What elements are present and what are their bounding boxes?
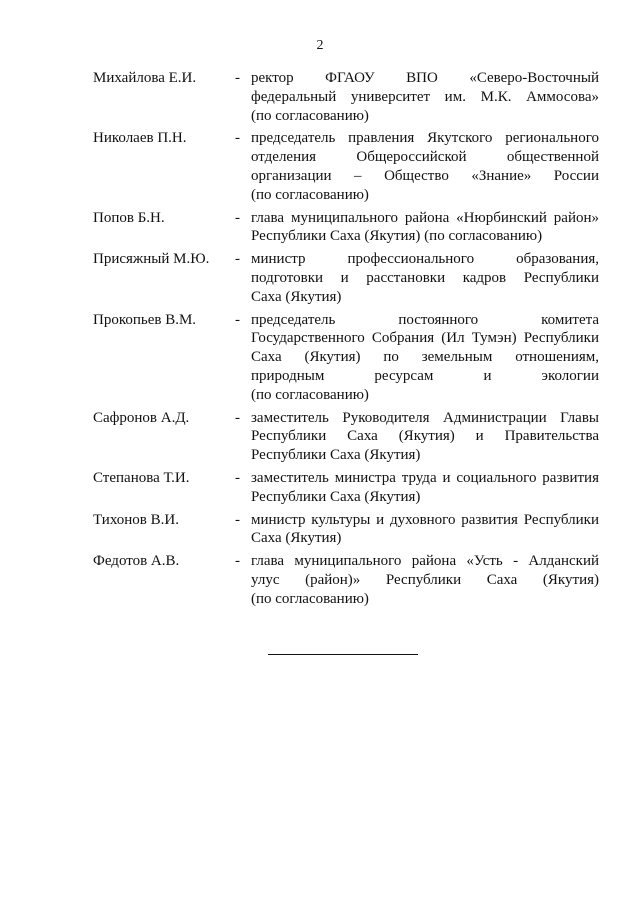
member-name: Степанова Т.И. (93, 469, 190, 486)
member-entry (93, 552, 599, 608)
member-position (251, 129, 599, 204)
entry-dash: - (235, 511, 240, 528)
position-line: (по согласованию) (251, 107, 369, 124)
member-position (251, 69, 599, 125)
member-name: Прокопьев В.М. (93, 311, 197, 328)
member-position (251, 469, 599, 507)
position-line: подготовки и расстановки кадров Республики (251, 269, 599, 286)
entry-dash: - (235, 469, 240, 486)
entry-dash: - (235, 251, 240, 268)
member-entry (93, 409, 599, 465)
position-line: Саха (Якутия) (251, 530, 342, 547)
position-line: председатель правления Якутского регионального (251, 130, 599, 147)
position-line: заместитель Руководителя Администрации Главы (251, 409, 599, 426)
position-line: Республики Саха (Якутия) (251, 488, 421, 505)
member-entry (93, 469, 599, 507)
member-roster (93, 69, 599, 613)
position-line: Саха (Якутия) по земельным отношениям, (251, 349, 599, 366)
position-line: федеральный университет им. М.К. Аммосова» (251, 88, 599, 105)
closing-rule (268, 654, 418, 655)
member-entry (93, 250, 599, 306)
entry-dash: - (235, 209, 240, 226)
member-position (251, 209, 599, 247)
position-line: Саха (Якутия) (251, 288, 342, 305)
position-line: (по согласованию) (251, 186, 369, 203)
position-line: председатель постоянного комитета (251, 311, 599, 328)
member-name: Николаев П.Н. (93, 130, 187, 147)
position-line: заместитель министра труда и социального развития (251, 469, 599, 486)
position-line: Республики Саха (Якутия) и Правительства (251, 428, 599, 445)
member-name: Тихонов В.И. (93, 511, 179, 528)
position-line: отделения Общероссийской общественной (251, 149, 599, 166)
position-line: (по согласованию) (251, 386, 369, 403)
member-name: Федотов А.В. (93, 553, 180, 570)
entry-dash: - (235, 70, 240, 86)
position-line: Государственного Собрания (Ил Тумэн) Республики (251, 330, 599, 347)
position-line: министр культуры и духовного развития Республики (251, 511, 599, 528)
member-position (251, 250, 599, 306)
entry-dash: - (235, 311, 240, 328)
position-line: министр профессионального образования, (251, 251, 599, 268)
member-entry (93, 69, 599, 125)
entry-dash: - (235, 409, 240, 426)
entry-dash: - (235, 553, 240, 570)
member-name: Попов Б.Н. (93, 209, 165, 226)
position-line: ректор ФГАОУ ВПО «Северо-Восточный (251, 70, 599, 86)
member-name: Сафронов А.Д. (93, 409, 190, 426)
position-line: улус (район)» Республики Саха (Якутия) (251, 571, 599, 588)
position-line: глава муниципального района «Нюрбинский район» (251, 209, 599, 226)
member-position (251, 511, 599, 549)
position-line: Республики Саха (Якутия) (251, 447, 421, 464)
position-line: природным ресурсам и экологии (251, 367, 599, 384)
position-line: организации – Общество «Знание» России (251, 167, 599, 184)
member-name: Михайлова Е.И. (93, 70, 197, 86)
member-name: Присяжный М.Ю. (93, 251, 210, 268)
member-entry (93, 129, 599, 204)
member-entry (93, 209, 599, 247)
position-line: (по согласованию) (251, 590, 369, 607)
member-position (251, 552, 599, 608)
position-line: Республики Саха (Якутия) (по согласованию) (251, 228, 543, 245)
member-position (251, 409, 599, 465)
member-position (251, 311, 599, 405)
page-number: 2 (316, 38, 324, 53)
member-entry (93, 311, 599, 405)
member-entry (93, 511, 599, 549)
position-line: глава муниципального района «Усть - Алданский (251, 553, 599, 570)
entry-dash: - (235, 130, 240, 147)
